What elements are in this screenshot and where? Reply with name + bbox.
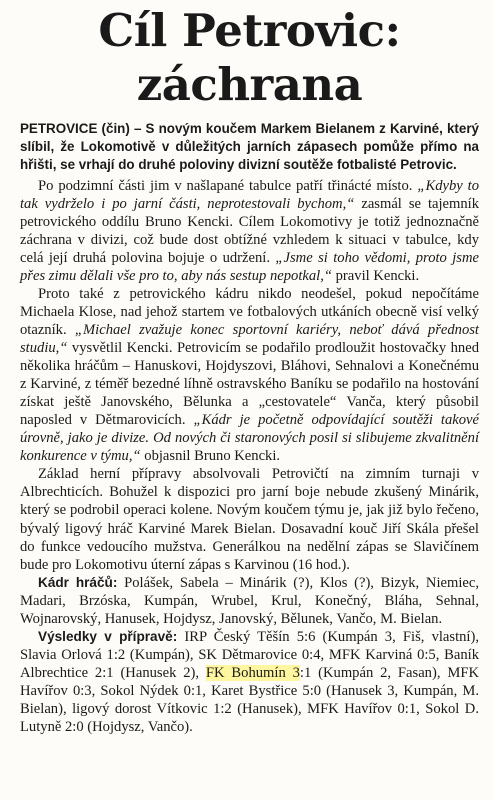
squad-paragraph [20,574,479,628]
results-label: Výsledky v přípravě: [38,628,178,644]
paragraph-1 [20,177,479,285]
p2-quote: „Michael zvažuje konec sportovní kariéry, neboť dává přednost studiu,“ [20,321,479,357]
results-text: IRP Český Těšín 5:6 (Kumpán 3, Fiš, vlastní), Slavia Orlová 1:2 (Kumpán), SK Dětmarovice 0:4, MFK Karviná 0:5, Baník Albrechtice 2:1 (Hanusek 2), [20,628,479,681]
p1-text: pravil Kencki. [331,267,420,284]
results-paragraph [20,628,479,736]
squad-text: Polášek, Sabela – Minárik (?), Klos (?), Bizyk, Niemiec, Madari, Brzóska, Kumpán, Wrubel, Krul, Konečný, Bláha, Sehnal, Wojnarovský, Hanusek, Hojdysz, Janovský, Bělunek, Vančo, M. Bielan. [20,574,479,627]
p2-text: Proto také z petrovického kádru nikdo neodešel, pokud nepočítáme Michaela Klose, nad jehož startem ve fotbalových utkáních obecně visí velký otazník. [20,285,479,338]
results-text: :1 (Kumpán 2, Fasan), MFK Havířov 0:3, Sokol Nýdek 0:1, Karet Bystřice 5:0 (Hanusek 3, Kumpán, M. Bielan), ligový dorost Vítkovic 1:2 (Hanusek), MFK Havířov 0:1, Sokol D. Lutyně 2:0 (Hojdysz, Vančo). [20,664,479,736]
paragraph-2 [20,285,479,465]
headline: Cíl Petrovic: záchrana [98,4,401,111]
p2-quote: „Kádr je početně odpovídající soutěži takové úrovně, jako je divize. Od nových či staronových posil si slibujeme zkvalitnění konkurence v týmu,“ [20,412,479,465]
paragraph-3: Základ herní přípravy absolvovali Petrovičtí na zimním turnaji v Albrechticích. Bohužel k dispozici pro jarní boje nebude zkušený Minárik, který se podrobil operaci kolene. Novým koučem týmu je, jak již bylo řečeno, bývalý ligový hráč Karviné Marek Bielan. Dosavadní kouč Jiří Skála přešel do funkce vedoucího mužstva. Generálkou na nedělní zápas se Slavičínem bude pro Lokomotivu úterní zápas s Karvinou (16 hod.). [20,466,479,573]
p2-text: vysvětlil Kencki. Petrovicím se podařilo prodloužit hostovačky hned několika hráčům – Hanuskovi, Hojdyszovi, Bláhovi, Sehnalovi a Konečnému z Karviné, z téměř bezedné líhně ostravského Baníku se podařilo na hostování získat ještě Janovského, Bělunka a „cestovatele“ Vanča, který působil naposled v Dětmarovicích. [20,340,479,429]
article-body [20,177,479,736]
p1-quote: „Kdyby to tak vydrželo i po jarní části, neprotestovali bychom,“ [20,177,479,212]
p1-quote: „Jsme si toho vědomi, proto jsme přes zimu dělali vše pro to, aby nás sestup nepotkal,“ [20,249,479,284]
p1-text: zasmál se tajemník petrovického oddílu Bruno Kencki. Cílem Lokomotivy je totiž jednoznačně záchrana v divizi, což bude dost obtížné vzhledem k situaci v tabulce, kdy celá její druhá polovina bojuje o udržení. [20,195,480,266]
highlighted-text: FK Bohumín 3 [205,664,300,681]
squad-label: Kádr hráčů: [38,574,118,590]
lead-paragraph: PETROVICE (čin) – S novým koučem Markem Bielanem z Karviné, který slíbil, že Lokomotivě v důležitých jarních zápasech pomůže přímo na hřišti, se vrhají do druhé poloviny divizní soutěže fotbalisté Petrovic. [20,121,479,173]
p2-text: objasnil Bruno Kencki. [140,448,281,465]
p1-text: Po podzimní části jim v našlapané tabulce patří třinácté místo. [38,177,418,194]
